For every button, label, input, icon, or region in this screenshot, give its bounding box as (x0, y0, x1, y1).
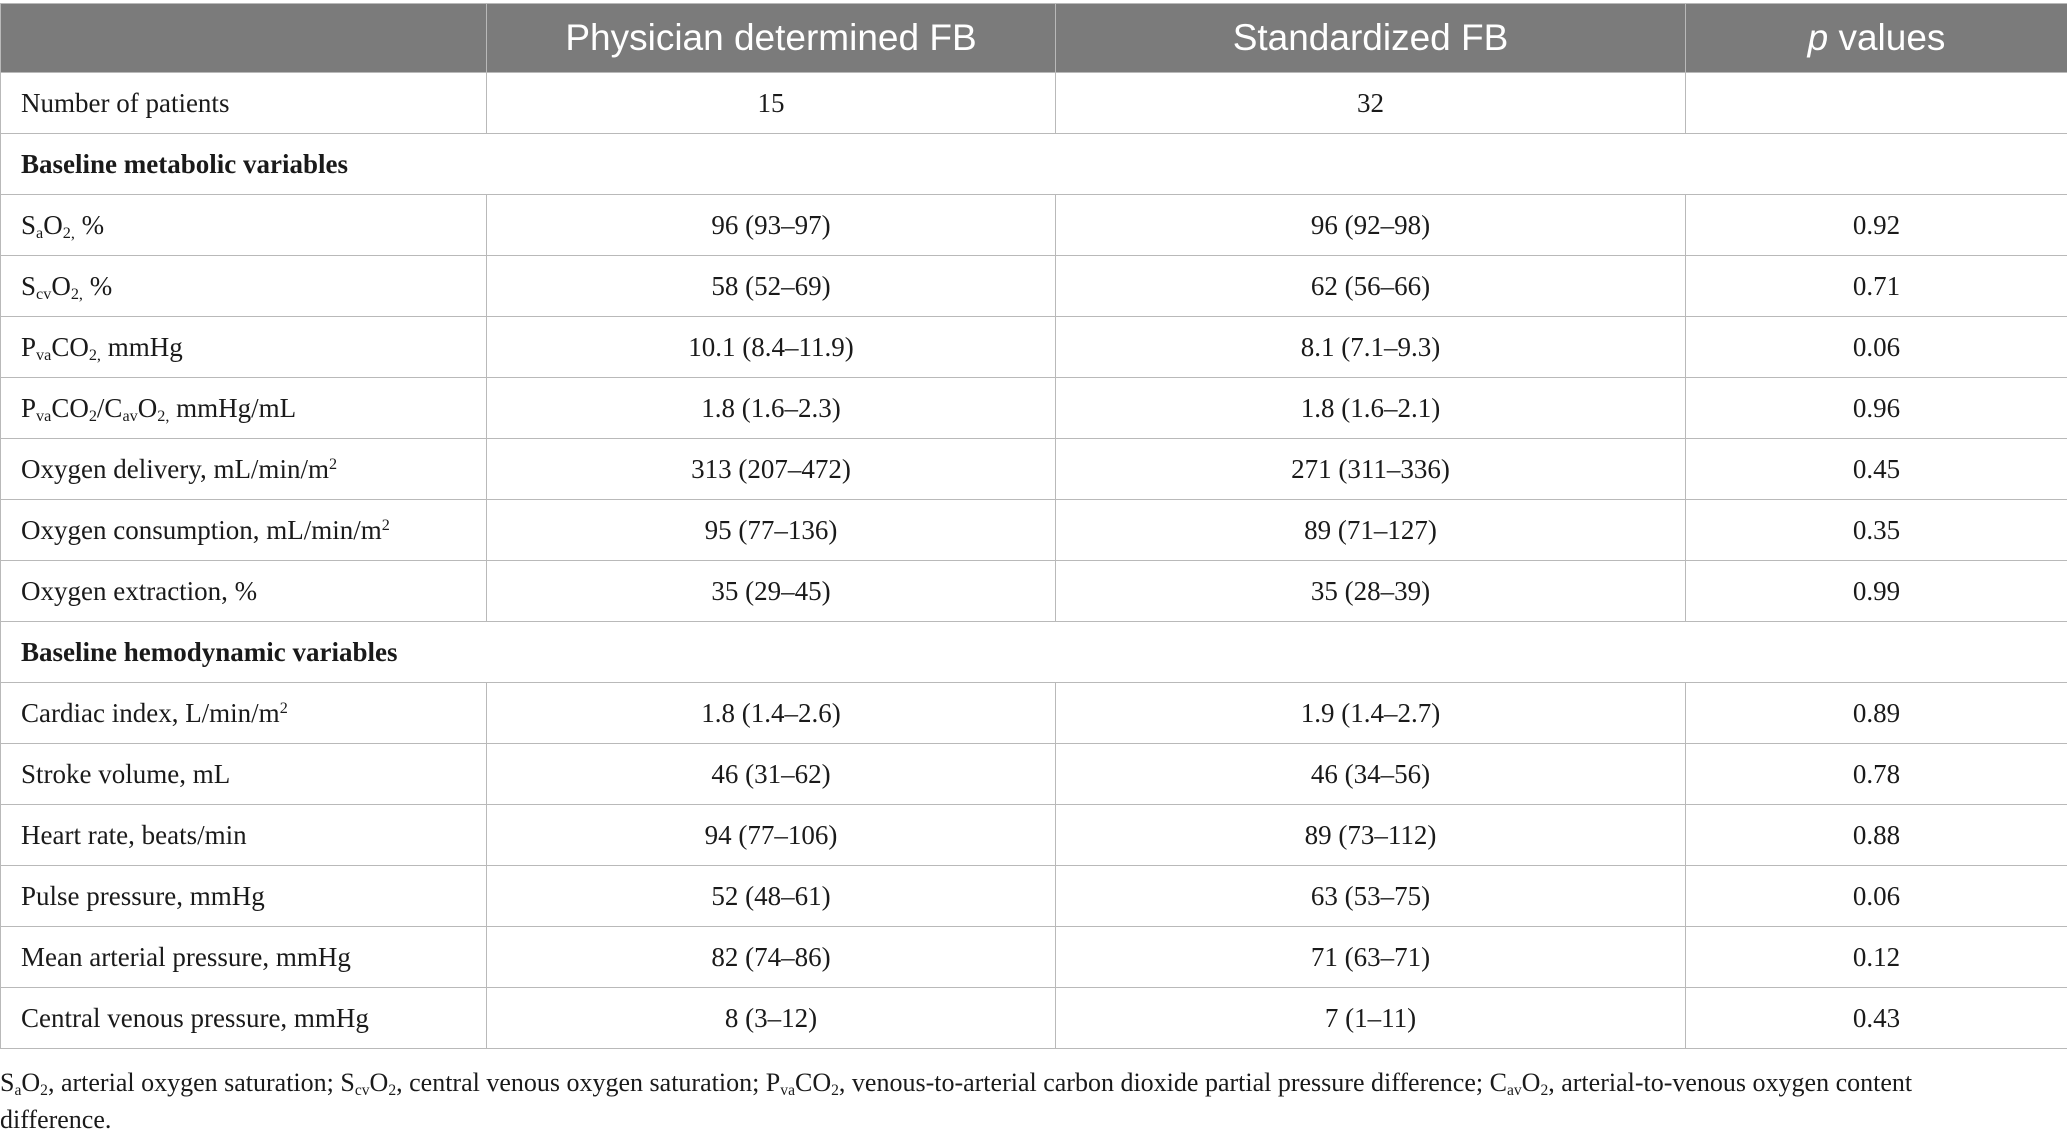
standardized-value: 62 (56–66) (1056, 256, 1686, 317)
header-p-italic: p (1807, 17, 1829, 58)
table-row (1, 317, 2067, 378)
row-label: $S_aO_{2,}$ % (1, 195, 487, 256)
row-label: Central venous pressure, mmHg (1, 988, 487, 1049)
physician-value: 58 (52–69) (487, 256, 1056, 317)
p-value: 0.43 (1686, 988, 2067, 1049)
p-value: 0.78 (1686, 744, 2067, 805)
standardized-value: 1.8 (1.6–2.1) (1056, 378, 1686, 439)
header-row (1, 4, 2067, 73)
row-label: Mean arterial pressure, mmHg (1, 927, 487, 988)
row-label: Stroke volume, mL (1, 744, 487, 805)
section-row (1, 622, 2067, 683)
table-row (1, 744, 2067, 805)
row-label: Cardiac index, $L/\min/m^2$ (1, 683, 487, 744)
header-p-values (1686, 4, 2067, 73)
p-value: 0.45 (1686, 439, 2067, 500)
physician-value: 1.8 (1.4–2.6) (487, 683, 1056, 744)
physician-value: 8 (3–12) (487, 988, 1056, 1049)
data-table (0, 3, 2067, 1049)
table-row (1, 439, 2067, 500)
p-value: 0.06 (1686, 317, 2067, 378)
section-title-metabolic: Baseline metabolic variables (1, 134, 2067, 195)
table-row (1, 927, 2067, 988)
row-label: $P_{va}CO_2/C_{av}O_{2,}$ mmHg/mL (1, 378, 487, 439)
physician-value: 52 (48–61) (487, 866, 1056, 927)
physician-value: 10.1 (8.4–11.9) (487, 317, 1056, 378)
table-row (1, 256, 2067, 317)
p-value (1686, 73, 2067, 134)
physician-value: 82 (74–86) (487, 927, 1056, 988)
row-label: Heart rate, beats/min (1, 805, 487, 866)
table-row (1, 866, 2067, 927)
p-value: 0.12 (1686, 927, 2067, 988)
physician-value: 1.8 (1.6–2.3) (487, 378, 1056, 439)
table-footnote: $S_aO_2$, arterial oxygen saturation; $S_{cv}O_2$, central venous oxygen saturation; $P_{va}CO_2$, venous-to-arterial carbon dioxide partial pressure difference; $C_{av}O_2$, arterial-to-venous oxygen content difference. (0, 1068, 1913, 1134)
physician-value: 46 (31–62) (487, 744, 1056, 805)
p-value: 0.89 (1686, 683, 2067, 744)
physician-value: 94 (77–106) (487, 805, 1056, 866)
table-row (1, 378, 2067, 439)
standardized-value: 89 (73–112) (1056, 805, 1686, 866)
row-label: Oxygen extraction, % (1, 561, 487, 622)
p-value: 0.96 (1686, 378, 2067, 439)
section-row (1, 134, 2067, 195)
standardized-value: 32 (1056, 73, 1686, 134)
p-value: 0.88 (1686, 805, 2067, 866)
physician-value: 15 (487, 73, 1056, 134)
row-label: Oxygen consumption, $mL/\min/m^2$ (1, 500, 487, 561)
standardized-value: 35 (28–39) (1056, 561, 1686, 622)
row-label: Oxygen delivery, $mL/\min/m^2$ (1, 439, 487, 500)
p-value: 0.92 (1686, 195, 2067, 256)
standardized-value: 271 (311–336) (1056, 439, 1686, 500)
header-physician: Physician determined FB (487, 4, 1056, 73)
standardized-value: 63 (53–75) (1056, 866, 1686, 927)
table-row (1, 988, 2067, 1049)
p-value: 0.35 (1686, 500, 2067, 561)
header-standardized: Standardized FB (1056, 4, 1686, 73)
p-value: 0.99 (1686, 561, 2067, 622)
table-row (1, 195, 2067, 256)
physician-value: 35 (29–45) (487, 561, 1056, 622)
standardized-value: 96 (92–98) (1056, 195, 1686, 256)
row-label: $S_{cv}O_{2,}$ % (1, 256, 487, 317)
table-row (1, 805, 2067, 866)
physician-value: 313 (207–472) (487, 439, 1056, 500)
row-label: $P_{va}CO_{2,}$ mmHg (1, 317, 487, 378)
row-label: Number of patients (1, 73, 487, 134)
p-value: 0.06 (1686, 866, 2067, 927)
section-title-hemodynamic: Baseline hemodynamic variables (1, 622, 2067, 683)
standardized-value: 71 (63–71) (1056, 927, 1686, 988)
standardized-value: 89 (71–127) (1056, 500, 1686, 561)
table-row (1, 500, 2067, 561)
physician-value: 96 (93–97) (487, 195, 1056, 256)
table-row (1, 73, 2067, 134)
standardized-value: 7 (1–11) (1056, 988, 1686, 1049)
table-row (1, 683, 2067, 744)
standardized-value: 8.1 (7.1–9.3) (1056, 317, 1686, 378)
header-p-rest: values (1828, 17, 1946, 58)
physician-value: 95 (77–136) (487, 500, 1056, 561)
row-label: Pulse pressure, mmHg (1, 866, 487, 927)
standardized-value: 46 (34–56) (1056, 744, 1686, 805)
standardized-value: 1.9 (1.4–2.7) (1056, 683, 1686, 744)
p-value: 0.71 (1686, 256, 2067, 317)
header-empty (1, 4, 487, 73)
table-row (1, 561, 2067, 622)
